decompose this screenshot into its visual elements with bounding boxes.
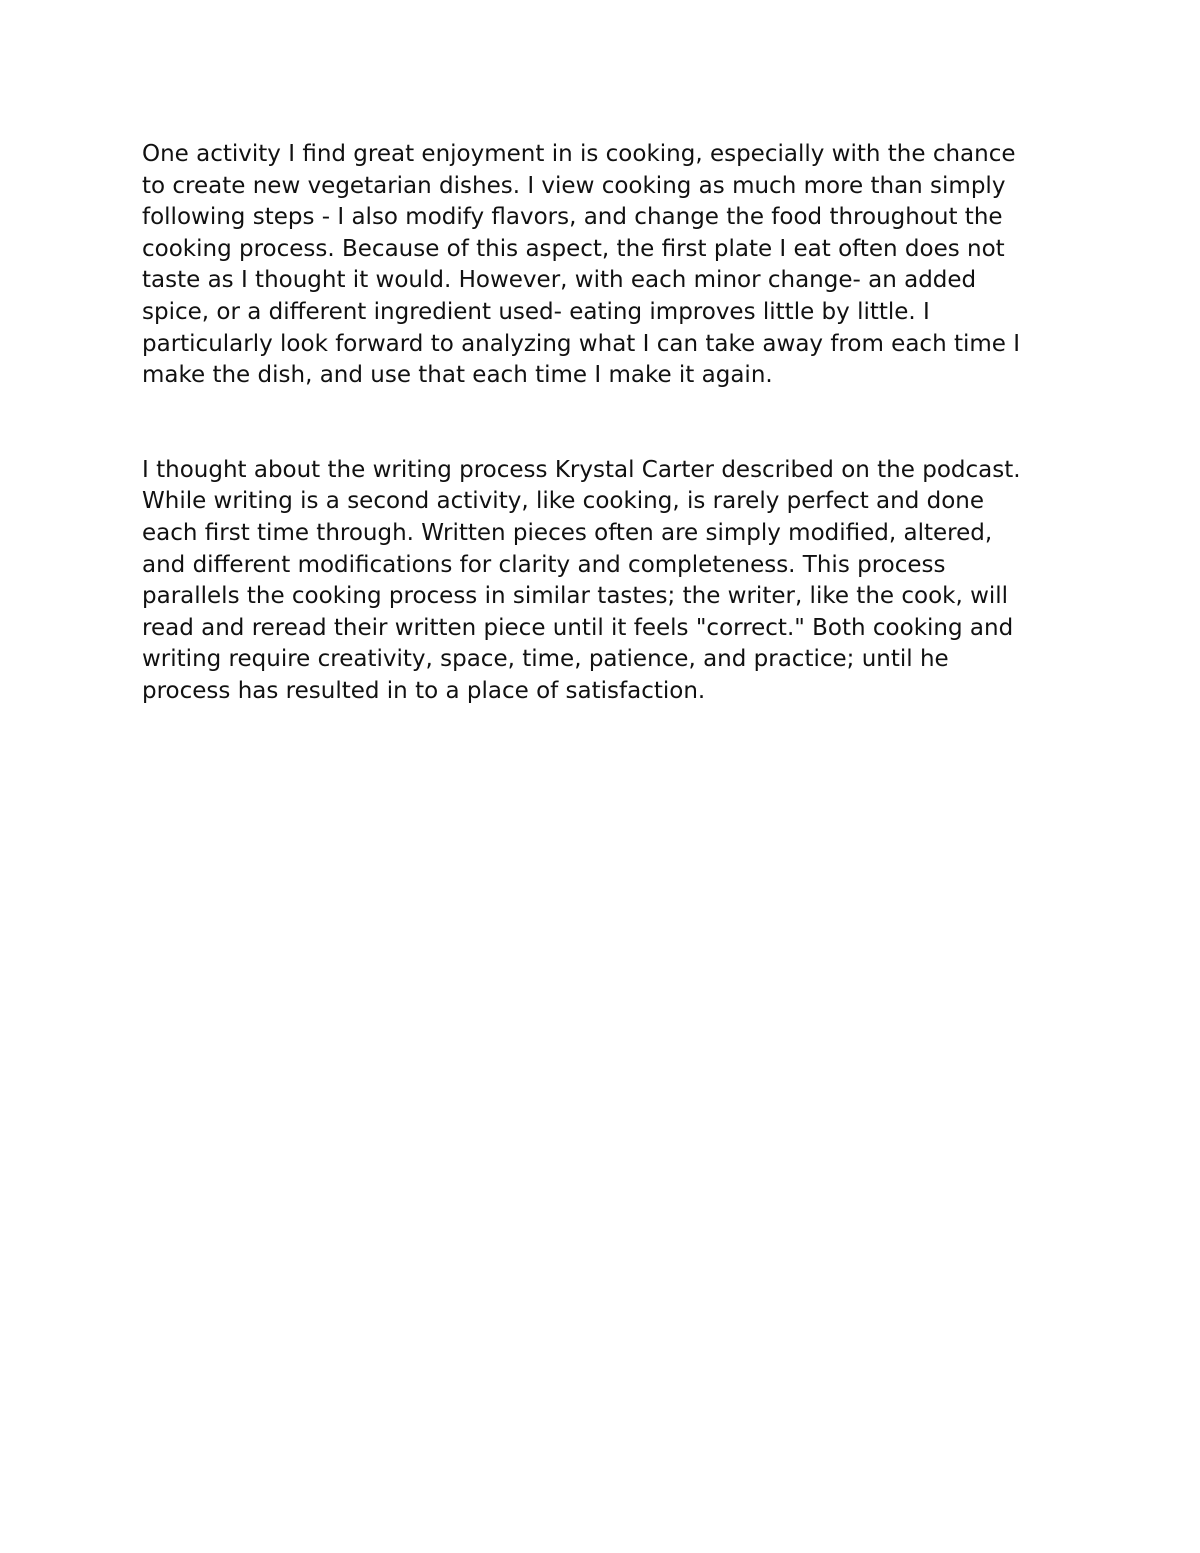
text-line: parallels the cooking process in similar tastes; the writer, like the cook, will xyxy=(142,583,1009,610)
text-line: spice, or a different ingredient used- eating improves little by little. I xyxy=(142,298,930,325)
text-line: While writing is a second activity, like cooking, is rarely perfect and done xyxy=(142,488,985,515)
text-line: One activity I find great enjoyment in is cooking, especially with the chance xyxy=(142,141,1016,167)
text-line: writing require creativity, space, time, patience, and practice; until he xyxy=(142,646,949,673)
text-line: particularly look forward to analyzing what I can take away from each time I xyxy=(142,330,1021,357)
text-line: taste as I thought it would. However, with each minor change- an added xyxy=(142,267,977,294)
text-line: read and reread their written piece until it feels "correct." Both cooking and xyxy=(142,614,1014,641)
paragraph-writing xyxy=(142,455,1062,708)
text-line: to create new vegetarian dishes. I view cooking as much more than simply xyxy=(142,172,1006,199)
paragraph-cooking xyxy=(142,139,1062,392)
document-body xyxy=(142,139,1062,708)
text-line: following steps - I also modify flavors, and change the food throughout the xyxy=(142,204,1003,231)
text-line: make the dish, and use that each time I make it again. xyxy=(142,362,773,389)
text-line: and different modifications for clarity and completeness. This process xyxy=(142,551,946,578)
text-line: process has resulted in to a place of satisfaction. xyxy=(142,677,706,704)
text-line: I thought about the writing process Krystal Carter described on the podcast. xyxy=(142,456,1021,483)
text-line: cooking process. Because of this aspect, the first plate I eat often does not xyxy=(142,235,1005,262)
text-line: each first time through. Written pieces often are simply modified, altered, xyxy=(142,519,993,546)
